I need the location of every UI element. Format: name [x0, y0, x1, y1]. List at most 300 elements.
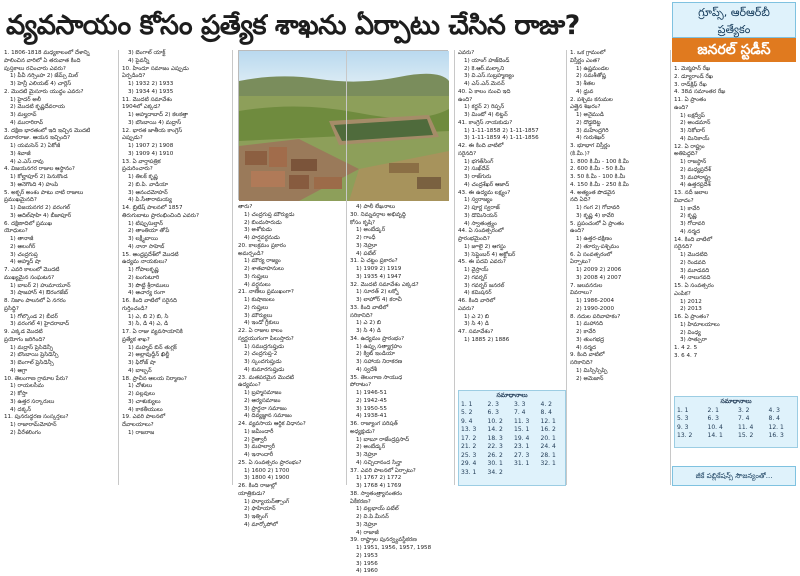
question-line: 2) మొదటి కృష్ణదేవరాయ: [10, 104, 65, 111]
question-line: 1) చంద్రగుప్త మౌర్యుడు: [244, 211, 295, 218]
answer-cell: 15. 2: [738, 432, 754, 440]
question-line: 44. ఏ సంవత్సరంలో: [458, 228, 504, 235]
question-line: 1) హైదర్ అలీ: [10, 96, 41, 103]
question-line: 3) మూడవది: [680, 267, 710, 274]
question-line: 4. అత్యంత పొడవైన: [570, 189, 616, 196]
question-line: 2) వి.పి.మీనన్: [356, 514, 389, 520]
question-line: 4. విజయనగర రాజుల ఆస్థానం?: [4, 166, 75, 173]
question-line: 6. దక్షిణాదిలో ప్రముఖ: [4, 220, 53, 227]
question-line: 1) జమీందారీ: [244, 428, 274, 435]
question-line: ఎత్తైన శిఖరం?: [570, 104, 601, 111]
question-line: 3) శివాజీ: [10, 150, 31, 157]
question-line: 3) షాజహాన్ 4) ఔరంగజేబ్: [10, 290, 68, 297]
question-line: 1) ఉష్ణమండల: [576, 65, 609, 72]
answer-cell: 7. 4: [514, 409, 526, 417]
answer-row: [459, 434, 565, 443]
question-line: 8. నిజాం పాలనలో ఏ నగరం: [4, 298, 66, 304]
question-line: 15. ఏ సంవత్సరం: [674, 283, 714, 289]
column-divider: [454, 50, 455, 485]
question-column-1: [4, 50, 116, 485]
question-column-3: [238, 204, 344, 528]
question-line: 1) తిలక్ కృష్ణ: [128, 174, 158, 180]
question-line: 2) అల్లావుద్దీన్ ఖిల్జీ: [128, 352, 170, 359]
question-line: 2) ఆర్యసమాజం: [244, 397, 281, 404]
answer-key-table: [459, 400, 565, 477]
question-line: 1) 1951, 1956, 1957, 1958: [356, 545, 432, 551]
answer-cell: 4. 3: [768, 406, 780, 414]
question-line: 3) 1935 4) 1947: [356, 273, 402, 280]
badge-line-2: ప్రత్యేకం: [717, 23, 751, 36]
answer-row: [675, 415, 797, 424]
question-line: 1) కుషాణులు: [244, 297, 275, 303]
question-line: 3) నికోబార్: [680, 128, 706, 134]
question-line: 3. దక్షిణ భారతంలో ఇది ఇచ్చిన మొదటి: [4, 127, 91, 134]
question-line: 3) 1-11-1859 4) 1-11-1856: [464, 135, 539, 142]
question-line: 1) జూలై 2) ఆగస్టు: [464, 243, 506, 250]
question-line: 5. అక్బర్ అంశం పాటు నాటి రాజులు: [4, 189, 84, 196]
question-line: 4) ఉత్తరప్రదేశ్: [680, 182, 711, 189]
question-line: 37. ఎవరి పాలనలో ఏర్పాటు?: [350, 467, 416, 474]
answer-key-table: [675, 406, 797, 440]
question-line: 2) 1953: [356, 552, 378, 559]
question-line: 3) ప్రార్థనా సమాజం: [244, 405, 287, 412]
answer-cell: 34. 2: [487, 468, 503, 476]
question-line: ఉద్యమ నాయకులు?: [122, 259, 168, 266]
answer-cell: 29. 4: [461, 460, 477, 468]
question-line: 1) మిస్సిస్సిప్పి: [576, 367, 608, 374]
question-line: 14. బ్రిటిష్ పాలనలో 1857: [122, 205, 183, 211]
question-line: 11. మొదటి సమావేశం: [122, 96, 173, 103]
question-line: పుస్తకాలు రచించారు ఎవరు?: [4, 65, 66, 72]
question-line: 1) వైస్రాయ్: [464, 267, 489, 273]
answer-cell: [539, 468, 566, 477]
answer-cell: 28. 1: [540, 451, 556, 459]
question-line: 1) రాయలసీమ: [10, 383, 44, 390]
question-line: 3) బొంబాయి 4) మద్రాస్: [128, 119, 182, 126]
question-line: 46. కింది వారిలో: [458, 298, 496, 304]
question-line: 4) దక్కన్: [10, 406, 32, 413]
answer-cell: 7. 4: [738, 415, 750, 423]
question-line: 1) 2009 2) 2006: [576, 267, 622, 273]
question-line: 3) నెహ్రూ: [356, 521, 378, 528]
question-line: 7. జలవనరుల: [570, 282, 603, 289]
question-line: పాలించిన వారిలో ఏ తరువాత కింది: [4, 57, 81, 64]
question-line: 1) 1-11-1858 2) 1-11-1857: [464, 127, 539, 134]
footer-credit: జీకే పబ్లికేషన్స్ సౌజన్యంతో...: [672, 466, 796, 486]
question-line: 2) అమెజాన్: [576, 375, 604, 382]
question-line: 3) సాత్పురా: [680, 337, 707, 344]
answer-cell: 16. 3: [768, 432, 784, 440]
question-column-5: [458, 50, 564, 386]
question-line: 4) స్వాతంత్ర్యం: [464, 220, 497, 227]
question-line: 3) గవర్నర్ జనరల్: [464, 282, 505, 289]
question-line: 3) పొట్టి శ్రీరాములు: [128, 282, 170, 289]
question-line: 1) స్వరాజ్యం: [464, 197, 493, 204]
question-line: 11. ఏ ప్రాంతం: [674, 97, 707, 103]
question-line: 2) పల్లవులు: [128, 391, 155, 397]
question-line: 1) లక్షద్వీప్: [680, 112, 705, 119]
question-line: 3) రాజ్‌గురు: [464, 174, 492, 180]
question-line: 2) అండమాన్: [680, 120, 711, 127]
question-line: 3) కృష్ణ 4) కావేరి: [576, 212, 615, 219]
answer-cell: 9. 4: [461, 417, 473, 425]
question-line: ఎవరు?: [458, 305, 475, 312]
column-divider: [232, 50, 233, 485]
question-line: 4) కుమారగుప్తుడు: [244, 366, 285, 373]
question-column-2: [122, 50, 230, 485]
answer-row: [459, 468, 565, 477]
answer-cell: 1. 1: [461, 400, 473, 408]
question-line: 5. ప్రపంచంలో ఏ ప్రాంతం: [570, 220, 625, 227]
question-line: 4) వర్ధనులు: [244, 281, 271, 288]
question-line: 3) లాహోర్ 4) కరాచీ: [356, 297, 402, 303]
question-line: 1) పీవీ నర్సింహ 2) జేమ్స్ మిల్: [10, 73, 79, 80]
question-line: 4) నాలుగవది: [680, 275, 711, 282]
question-line: ఉద్యమం?: [238, 382, 261, 389]
question-line: 3) మహేంద్రగిరి: [576, 127, 609, 134]
question-line: 2) వింధ్య: [680, 329, 701, 336]
question-line: 3) ఫిరోజ్ షా: [128, 360, 156, 366]
question-line: 4) కమిషనర్: [464, 290, 492, 297]
answer-cell: 22. 3: [487, 443, 503, 451]
answer-row: [459, 417, 565, 426]
badge-line-1: గ్రూప్స్, ఆర్‌ఆర్‌బీ: [698, 6, 770, 19]
question-line: యోధులు?: [4, 228, 28, 235]
question-line: స్వర్ణయుగంగా పిలుస్తారు?: [238, 335, 294, 342]
question-line: 3) అశోకుడు: [244, 227, 272, 234]
question-line: 2) శాతవాహనులు: [244, 266, 284, 272]
question-line: 4) మార్కోపోలో: [244, 521, 278, 528]
question-column-4: [350, 204, 452, 575]
question-line: 2. 600 కి.మీ - 50 కి.మీ: [570, 166, 626, 173]
question-line: 3) ఆనెగొంది 4) హంపి: [10, 181, 59, 188]
answer-cell: 16. 2: [540, 426, 556, 434]
question-line: 2) గవర్నర్: [464, 274, 488, 281]
question-line: 3) 1956: [356, 560, 378, 567]
question-line: 1. ఒక గ్రామంలో: [570, 50, 606, 56]
question-line: 1) 1767 2) 1772: [356, 475, 402, 482]
answer-key-title: సమాధానాలు: [720, 398, 752, 405]
question-line: 2) ఫాహియాన్: [244, 506, 276, 513]
question-line: 3) స్కందగుప్తుడు: [244, 359, 282, 365]
question-line: 3) 1950-55: [356, 405, 387, 412]
answer-cell: 14. 1: [707, 432, 723, 440]
column-divider: [670, 50, 671, 485]
question-line: 3) ఆదిల్‌షాహి 4) బీజాపూర్: [10, 212, 72, 219]
answer-cell: 26. 2: [487, 451, 503, 459]
question-line: 4. 150 కి.మీ - 250 కి.మీ: [570, 181, 629, 188]
question-line: 35. తెలంగాణ సాయుధ: [350, 374, 403, 381]
question-column-6: [570, 50, 668, 485]
answer-row: [675, 423, 797, 432]
question-line: 1) వల్లభాయ్ పటేల్: [356, 506, 399, 513]
question-line: 2. పశ్చిమ కనుమల: [570, 96, 613, 103]
question-line: 1) ఉప్పు సత్యాగ్రహం: [356, 343, 402, 350]
answer-row: [459, 400, 565, 409]
question-line: 2) రెండవది: [680, 259, 706, 266]
question-line: 3) చంద్రగుప్త: [10, 251, 38, 258]
question-line: 1) 1986-2004: [576, 298, 615, 304]
question-line: 1) 1907 2) 1908: [128, 143, 174, 149]
question-line: 20. కాలక్రమం ప్రకారం: [238, 242, 286, 249]
question-line: 39. రాష్ట్రాల పునర్వ్యవస్థీకరణ: [350, 537, 417, 544]
question-line: 4. 38వ సమాంతర రేఖ: [674, 89, 726, 96]
answer-cell: 33. 1: [461, 468, 477, 476]
question-line: 1) మద్రాస్ ప్రెసిడెన్సీ: [10, 344, 53, 351]
question-line: అతిపెద్దది?: [674, 151, 698, 158]
question-line: 1) ఎ 2) బి: [464, 313, 490, 320]
question-line: 4) మినికాయ్: [680, 135, 710, 142]
question-line: 3) హెన్రీ ఎలియట్ 4) చార్లెస్: [10, 81, 72, 87]
answer-cell: 5. 3: [677, 415, 689, 423]
column-divider: [346, 50, 347, 485]
question-line: 4) ఇండో గ్రీకులు: [244, 320, 280, 327]
question-line: 14. కింది వాటిలో: [674, 236, 713, 243]
answer-cell: 10. 2: [487, 417, 503, 425]
question-line: 1. 800 కి.మీ - 100 కి.మీ: [570, 158, 629, 165]
question-line: 1) 1909 2) 1919: [356, 266, 402, 272]
question-line: ఉంది?: [458, 96, 473, 103]
question-line: 4) సచ్చిదానంద సిన్హా: [356, 459, 402, 466]
question-line: గుర్తించండి?: [122, 305, 148, 312]
answer-cell: 32. 1: [540, 460, 556, 468]
question-line: 1) కావేరి: [680, 205, 700, 212]
question-line: 2) సుఖ్‌దేవ్: [464, 166, 490, 173]
answer-cell: 18. 3: [487, 434, 503, 442]
question-line: 1. మెక్మహన్ రేఖ: [674, 66, 711, 72]
answer-cell: 21. 2: [461, 443, 477, 451]
question-line: 3) శీతల: [576, 81, 595, 87]
column-divider: [566, 50, 567, 485]
question-line: 4) దివ్యజ్ఞాన సమాజం: [244, 413, 292, 420]
question-line: 2) క్విట్ ఇండియా: [356, 351, 395, 358]
question-line: ప్రయోగం జరిగింది?: [4, 336, 46, 343]
question-line: 47. సమావేశం?: [458, 329, 494, 335]
question-line: ప్రత్యేక శాఖ?: [122, 336, 150, 343]
question-line: 1) రాజస్థాన్: [680, 159, 707, 165]
question-line: 2) అంబేడ్కర్: [356, 444, 386, 451]
question-line: వివరాలు?: [570, 290, 593, 297]
question-line: 32. మొదటి సమావేశం ఎక్కడ?: [350, 281, 419, 288]
question-line: 2) కె.ఆర్.మల్కాని: [464, 65, 505, 72]
question-line: 2) 2013: [680, 306, 702, 313]
question-line: 3) నెహ్రూ: [356, 242, 378, 249]
question-line: ప్రచురించారు?: [122, 166, 153, 173]
question-line: సరైనది?: [674, 244, 693, 251]
answer-cell: 30. 1: [487, 460, 503, 468]
question-line: 2) కోస్తా: [10, 391, 28, 397]
question-line: ఏర్పాటు?: [570, 259, 591, 266]
headline: వ్యవసాయం కోసం ప్రత్యేక శాఖను ఏర్పాటు చేసిన రాజు?: [6, 10, 580, 41]
question-line: 2) సమశీతోష్ణ: [576, 73, 606, 80]
question-line: 3) గోదావరి: [680, 221, 705, 227]
question-line: 4) నానా సాహెబ్: [128, 243, 165, 250]
question-line: 2) పూర్ణ స్వరాజ్: [464, 205, 500, 211]
answer-cell: 2. 1: [707, 406, 719, 414]
question-line: 2) 1990-2000: [576, 305, 615, 312]
question-line: 2) కావేరి: [576, 329, 596, 335]
question-line: 2) 1942-45: [356, 397, 387, 404]
question-line: 1) ఉత్తర-దక్షిణం: [576, 236, 612, 242]
question-line: 3) నెహ్రూ: [356, 452, 378, 458]
question-line: 1. 4 2. 5: [674, 345, 698, 351]
question-line: 16. ఏ ప్రాంతం?: [674, 314, 710, 320]
question-line: 22. ఏ రాజుల కాలం: [238, 328, 283, 334]
question-line: 4) చంద్రశేఖర్ ఆజాద్: [464, 181, 510, 188]
question-line: 1) మొదటిది: [680, 252, 708, 258]
answer-key-title: సమాధానాలు: [496, 392, 528, 399]
question-line: 1) మహానది: [576, 321, 603, 328]
question-line: 4) హర్షవర్ధనుడు: [244, 235, 280, 241]
question-line: 2) గాంధీ: [356, 235, 376, 241]
question-line: 4) పాలీ లేఖనాలు: [356, 204, 396, 210]
answer-row: [459, 409, 565, 418]
question-line: 3) ఆనందమోహన్: [128, 189, 168, 196]
question-line: 4) 1938-41: [356, 413, 387, 420]
question-line: 1) 1946-51: [356, 390, 387, 396]
question-line: వివాదం?: [674, 197, 694, 204]
question-line: 3) సెప్టెంబర్ 4) అక్టోబర్: [464, 251, 516, 258]
question-line: ఉంది?: [570, 228, 585, 235]
question-line: 3) 1768 4) 1769: [356, 483, 402, 489]
question-line: 4) అహ్మద్ షా: [10, 259, 41, 266]
question-line: ఏర్పడింది?: [122, 73, 146, 80]
question-line: సరికానిది?: [570, 360, 593, 366]
question-line: 40. ఏ కాలం నుంచి ఇది: [458, 88, 511, 95]
question-line: 3) వి.ఎస్.సుబ్రహ్మణ్యం: [464, 73, 515, 80]
question-line: 3) మౌర్యులు: [244, 312, 273, 319]
question-line: 1) మౌర్య రాజ్యం: [244, 258, 281, 265]
question-line: 34. ఉద్యమం ప్రారంభం?: [350, 335, 405, 342]
answer-cell: 25. 3: [461, 451, 477, 459]
question-line: 1) యాంగ్ హజ్‌బెండ్: [464, 57, 510, 64]
question-line: తారు?: [238, 204, 253, 210]
question-line: 42. ఈ కింది వాటిలో: [458, 143, 504, 149]
answer-row: [459, 451, 565, 460]
question-line: 2) టంగుటూరి: [128, 274, 160, 281]
question-line: 1) అహ్మదాబాద్ 2) కలకత్తా: [128, 112, 189, 118]
question-line: 1) రాజారామ్‌మోహన్: [10, 422, 57, 428]
question-line: 1) రాజరాజ: [128, 429, 155, 436]
answer-cell: 17. 2: [461, 434, 477, 442]
series-badge: [672, 2, 796, 38]
question-line: పోరాటం?: [350, 382, 372, 389]
question-line: 2) చంద్రగుప్త-2: [244, 351, 278, 358]
question-line: 9. ఎక్కడ మొదటి: [4, 329, 43, 335]
question-line: 3) 1934 4) 1935: [128, 88, 174, 95]
section-badge: జనరల్ స్టడీస్: [672, 38, 796, 62]
question-line: 4) పటేల్: [356, 250, 376, 257]
question-line: 15. ఆంధ్రప్రదేశ్‌లో మొదటి: [122, 251, 179, 258]
question-line: 1) గోల్కొండ 2) బీదర్: [10, 313, 58, 320]
answer-cell: 10. 4: [707, 423, 723, 431]
question-line: 26. కింది రాజుల్లో: [238, 483, 277, 489]
question-line: 1) తానాజీ: [10, 236, 34, 242]
question-line: 43. ఈ ఉద్యమ లక్ష్యం?: [458, 189, 511, 196]
question-line: 4) రాజాజీ: [356, 529, 379, 536]
answer-key-geography: [674, 396, 798, 448]
answer-cell: 27. 3: [514, 451, 530, 459]
answer-cell: 11. 3: [514, 417, 530, 425]
question-line: 24. వ్యవసాయ ఆర్థిక విధానం?: [238, 421, 306, 427]
question-line: సరికానిది?: [350, 312, 373, 319]
answer-cell: 23. 1: [514, 443, 530, 451]
question-line: 3) లక్ష్మీబాయి: [128, 236, 158, 242]
question-line: 1) భగత్‌సింగ్: [464, 158, 494, 165]
question-line: 1) అనైముడి: [576, 112, 604, 118]
question-line: 3) సి 4) డి: [464, 321, 489, 328]
question-line: 16. కింది వాటిలో సరైనది: [122, 298, 177, 304]
question-line: 23. మతపరమైన మొదటి: [238, 374, 294, 381]
question-line: 3) వరంగల్ 4) హైదరాబాద్: [10, 321, 70, 328]
question-line: 1) గోపాలకృష్ణ: [128, 267, 159, 273]
question-line: 4) ఆచార్య రంగా: [128, 290, 166, 297]
question-line: 1) 1885 2) 1886: [464, 336, 510, 343]
question-line: 3) ఉత్తర సర్కారులు: [10, 398, 55, 405]
question-line: 4) 1960: [356, 568, 378, 575]
question-line: 2) రైత్వారీ: [244, 436, 267, 443]
question-line: 3) మల్హరావ్: [10, 112, 37, 118]
question-line: 7. ఎవరి కాలంలో మొదటి: [4, 267, 60, 273]
question-line: 2) వీరేశలింగం: [10, 429, 41, 436]
question-line: 4) ఆగ్రా: [10, 367, 28, 374]
question-line: 6. ఏ సంవత్సరంలో: [570, 251, 613, 258]
question-line: 4) నర్మద: [576, 344, 596, 351]
question-line: 2) బొంబాయి ప్రెసిడెన్సీ: [10, 352, 59, 359]
question-line: 17. ఏ రాజు వ్యవసాయానికి: [122, 329, 183, 335]
answer-cell: 12. 1: [540, 417, 556, 425]
question-line: 9. కింది వాటిలో: [570, 352, 605, 359]
question-line: 3) డొమినియన్: [464, 212, 498, 219]
question-line: 1) యమసెన్ 2) ఏకోజీ: [10, 143, 61, 149]
ruins-photo: [238, 50, 448, 200]
question-line: 1) బాబర్ 2) హుమాయూన్: [10, 282, 71, 289]
question-column-7: [674, 66, 796, 391]
question-line: కోసం కృషి?: [350, 219, 375, 226]
question-line: 1) హ్యూయన్‌త్సాంగ్: [244, 498, 290, 505]
question-line: 2) తూర్పు-పశ్చిమం: [576, 243, 620, 250]
answer-cell: 14. 2: [487, 426, 503, 434]
question-line: ఉంది?: [674, 104, 689, 111]
question-line: 3) చాళుక్యులు: [128, 398, 161, 405]
question-line: 3. భూభాగ విస్తీర్ణం: [570, 143, 611, 149]
question-line: 1) సూరత్ 2) లక్నో: [356, 289, 399, 296]
question-line: 1) 1600 2) 1700: [244, 467, 290, 474]
question-line: 4) ఎ.ఎస్.రావు: [10, 158, 44, 165]
question-line: మరాఠరాజు. ఆయన ఇచ్చింది?: [4, 135, 71, 142]
question-line: 36. రాజ్యాంగ పరిషత్: [350, 421, 398, 427]
answer-cell: 11. 4: [738, 423, 754, 431]
question-line: ఎవరు?: [458, 50, 475, 56]
question-line: నది ఏది?: [570, 197, 591, 204]
question-line: 2. డ్యూరాండ్ రేఖ: [674, 73, 714, 80]
question-line: అమర్చండి?: [238, 250, 264, 257]
question-line: 2) గుప్తులు: [244, 304, 269, 311]
question-line: 1) హిమాలయాలు: [680, 321, 720, 328]
answer-cell: 8. 4: [768, 415, 780, 423]
question-line: 33. కింది వాటిలో: [350, 304, 389, 311]
question-line: 4) మురారిరావ్: [10, 119, 43, 126]
question-line: 1) బాబూ రాజేంద్రప్రసాద్: [356, 436, 410, 443]
question-line: 45. ఈ పదవి ఎవరు?: [458, 259, 506, 266]
question-line: 2) తాంతియా తోపే: [128, 228, 170, 235]
question-line: ముఖ్యమైన సంఘటన?: [4, 274, 55, 281]
question-line: 1) చోళులు: [128, 383, 153, 390]
answer-cell: 2. 3: [487, 400, 499, 408]
question-line: 1. 1806-1818 మధ్యకాలంలో దేశాన్ని: [4, 50, 90, 56]
question-line: 8. నదుల పరివాహకం?: [570, 313, 621, 320]
answer-cell: 8. 4: [540, 409, 552, 417]
